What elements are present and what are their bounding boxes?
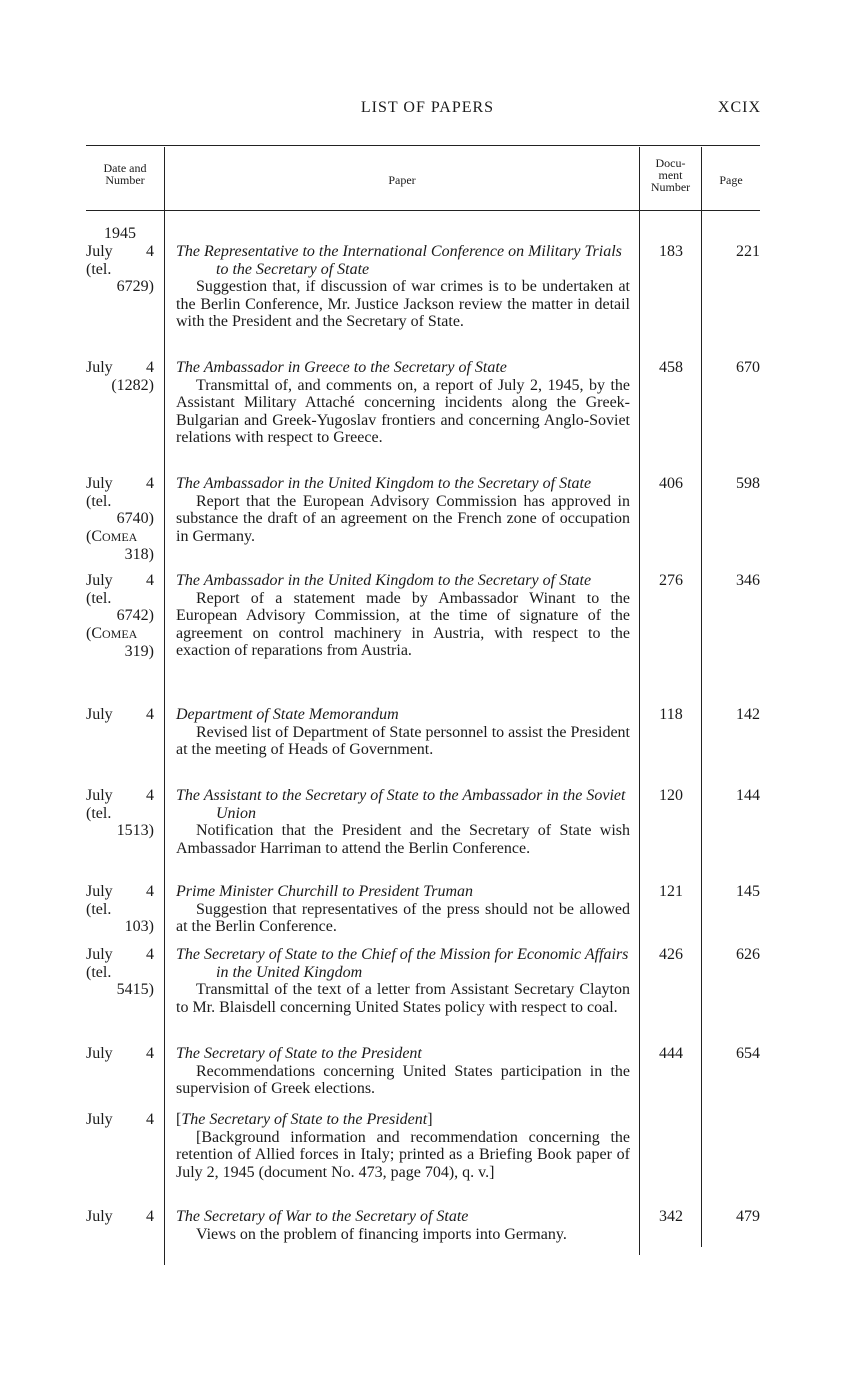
entry-title: The Assistant to the Secretary of State to the Ambassador in the Soviet Union bbox=[176, 787, 626, 822]
entry-date-line bbox=[86, 883, 154, 901]
entry-paper bbox=[176, 1045, 630, 1098]
entry-date bbox=[86, 1111, 154, 1129]
entry-summary: Transmittal of, and comments on, a report of July 2, 1945, by the Assistant Military Attaché concerning incidents along the Greek-Bulgarian and Greek-Yugoslav frontiers and concerning Anglo-Soviet relations with respect to Greece. bbox=[176, 376, 630, 447]
entry-document-number: 406 bbox=[659, 475, 683, 492]
entry-date bbox=[86, 359, 154, 394]
entry-ref: (tel. bbox=[86, 260, 112, 278]
column-head-date: Date and Number bbox=[103, 161, 147, 187]
entry-ref: 6729) bbox=[116, 278, 154, 296]
column-head-page: Page bbox=[719, 173, 743, 187]
entry-month: July bbox=[86, 946, 113, 963]
entry-day: 4 bbox=[146, 572, 154, 589]
table-top-rule bbox=[86, 145, 760, 146]
entry-month: July bbox=[86, 1208, 113, 1225]
page-title: LIST OF PAPERS bbox=[360, 99, 495, 116]
entry-paper bbox=[176, 946, 630, 1016]
entry-document-number: 342 bbox=[659, 1208, 683, 1225]
entry-day: 4 bbox=[146, 787, 154, 804]
entry-month: July bbox=[86, 475, 113, 492]
entry-month: July bbox=[86, 243, 113, 260]
entry-date-line bbox=[86, 946, 154, 964]
entry-summary: Notification that the President and the Secretary of State wish Ambassador Harriman to attend the Berlin Conference. bbox=[176, 822, 630, 857]
entry-document-number: 444 bbox=[659, 1045, 683, 1062]
column-divider-paper bbox=[639, 147, 640, 1255]
entry-summary: [Background information and recommendation concerning the retention of Allied forces in Italy; printed as a Briefing Book paper of July 2, 1945 (document No. 473, page 704), q. v.] bbox=[176, 1128, 630, 1181]
entry-date bbox=[86, 1045, 154, 1063]
entry-page-number: 598 bbox=[736, 475, 760, 492]
entry-title: The Ambassador in Greece to the Secretary of State bbox=[176, 359, 507, 376]
entry-page-number: 221 bbox=[736, 243, 760, 260]
entry-day: 4 bbox=[146, 359, 154, 376]
entry-paper bbox=[176, 359, 630, 447]
entry-ref: 103) bbox=[124, 918, 154, 936]
entry-day: 4 bbox=[146, 1208, 154, 1225]
entry-date bbox=[86, 883, 154, 936]
entry-title-bracket-open: [ bbox=[176, 1111, 182, 1128]
entry-title bbox=[176, 1111, 630, 1129]
entry-document-number: 120 bbox=[659, 787, 683, 804]
entry-document-number: 118 bbox=[659, 706, 683, 723]
entry-title-text: The Secretary of State to the President bbox=[181, 1111, 428, 1128]
entry-paper bbox=[176, 1208, 630, 1243]
entry-ref: (tel. bbox=[86, 492, 112, 510]
entry-summary: Report that the European Advisory Commission has approved in substance the draft of an agreement on the French zone of occupation in Germany. bbox=[176, 492, 630, 545]
entry-month: July bbox=[86, 1045, 113, 1062]
entry-date bbox=[86, 475, 154, 564]
column-head-paper: Paper bbox=[388, 173, 416, 187]
column-divider-doc bbox=[701, 147, 702, 1247]
entry-paper bbox=[176, 883, 630, 936]
entry-page-number: 479 bbox=[736, 1208, 760, 1225]
entry-summary: Suggestion that, if discussion of war crimes is to be undertaken at the Berlin Conference, Mr. Justice Jackson review the matter in detail with the President and the Secretary of State. bbox=[176, 278, 630, 331]
entry-ref-smallcaps: OMEA bbox=[102, 626, 138, 641]
entry-date-line bbox=[86, 243, 154, 261]
column-head-document-number: Docu- ment Number bbox=[650, 156, 691, 194]
entry-ref: 6740) bbox=[116, 510, 154, 528]
entry-month: July bbox=[86, 572, 113, 589]
entry-date-line bbox=[86, 1208, 154, 1226]
entry-title: Department of State Memorandum bbox=[176, 706, 399, 723]
entry-day: 4 bbox=[146, 706, 154, 723]
entry-document-number: 183 bbox=[659, 243, 683, 260]
entry-title: The Secretary of War to the Secretary of State bbox=[176, 1208, 469, 1225]
entry-date-line bbox=[86, 359, 154, 377]
entry-date-line bbox=[86, 475, 154, 493]
entry-page-number: 142 bbox=[736, 706, 760, 723]
entry-month: July bbox=[86, 1111, 113, 1128]
entry-paper bbox=[176, 475, 630, 545]
entry-day: 4 bbox=[146, 243, 154, 260]
entry-ref: (COMEA bbox=[86, 624, 138, 642]
entry-day: 4 bbox=[146, 946, 154, 963]
entry-date bbox=[86, 787, 154, 840]
entry-title: The Ambassador in the United Kingdom to the Secretary of State bbox=[176, 572, 592, 589]
entry-date bbox=[86, 706, 154, 724]
entry-ref: (tel. bbox=[86, 804, 112, 822]
entry-ref: 6742) bbox=[116, 607, 154, 625]
entry-document-number: 276 bbox=[659, 572, 683, 589]
entry-ref-smallcaps: OMEA bbox=[102, 529, 138, 544]
entry-date-line bbox=[86, 787, 154, 805]
entry-ref: 318) bbox=[124, 546, 154, 564]
entry-summary: Views on the problem of financing imports into Germany. bbox=[196, 1225, 567, 1243]
entry-month: July bbox=[86, 359, 113, 376]
entry-page-number: 145 bbox=[736, 883, 760, 900]
entry-day: 4 bbox=[146, 1111, 154, 1128]
entry-page-number: 670 bbox=[736, 359, 760, 376]
entry-document-number: 458 bbox=[659, 359, 683, 376]
entry-date-line bbox=[86, 1045, 154, 1063]
page-header bbox=[0, 99, 855, 123]
entry-date bbox=[86, 1208, 154, 1226]
table-header-rule bbox=[86, 210, 760, 211]
entry-title: The Ambassador in the United Kingdom to the Secretary of State bbox=[176, 475, 592, 492]
entry-month: July bbox=[86, 883, 113, 900]
entry-month: July bbox=[86, 706, 113, 723]
entry-page-number: 626 bbox=[736, 946, 760, 963]
entry-title-bracket-close: ] bbox=[427, 1111, 433, 1128]
entry-paper bbox=[176, 1111, 630, 1181]
entry-month: July bbox=[86, 787, 113, 804]
entry-ref: 1513) bbox=[116, 822, 154, 840]
entry-paper bbox=[176, 572, 630, 660]
entry-paper bbox=[176, 706, 630, 759]
entry-ref: (1282) bbox=[111, 376, 154, 394]
entry-ref: (tel. bbox=[86, 589, 112, 607]
entry-day: 4 bbox=[146, 883, 154, 900]
entry-page-number: 144 bbox=[736, 787, 760, 804]
entry-summary: Recommendations concerning United States participation in the supervision of Greek elections. bbox=[176, 1062, 630, 1098]
entry-summary: Suggestion that representatives of the press should not be allowed at the Berlin Conference. bbox=[176, 900, 630, 936]
entry-page-number: 654 bbox=[736, 1045, 760, 1062]
entry-date bbox=[86, 572, 154, 661]
entry-paper bbox=[176, 787, 630, 857]
entry-ref: (tel. bbox=[86, 963, 112, 981]
entry-date-line bbox=[86, 572, 154, 590]
entry-ref: (tel. bbox=[86, 900, 112, 918]
entry-date-line bbox=[86, 1111, 154, 1129]
column-divider-date bbox=[164, 147, 165, 1265]
entry-ref: 5415) bbox=[116, 981, 154, 999]
entry-date-line bbox=[86, 706, 154, 724]
page-number: XCIX bbox=[717, 99, 761, 116]
entry-year: 1945 bbox=[104, 225, 136, 243]
entry-title: The Secretary of State to the President bbox=[176, 1045, 422, 1062]
entry-paper bbox=[176, 243, 630, 331]
entry-summary: Revised list of Department of State personnel to assist the President at the meeting of Heads of Government. bbox=[176, 723, 630, 759]
entry-summary: Transmittal of the text of a letter from Assistant Secretary Clayton to Mr. Blaisdell concerning United States policy with respect to coal. bbox=[176, 981, 630, 1016]
entry-date bbox=[86, 946, 154, 999]
entry-ref: 319) bbox=[124, 643, 154, 661]
entry-day: 4 bbox=[146, 1045, 154, 1062]
entry-document-number: 426 bbox=[659, 946, 683, 963]
entry-title: Prime Minister Churchill to President Truman bbox=[176, 883, 474, 900]
entry-title: The Secretary of State to the Chief of the Mission for Economic Affairs in the United Kingdom bbox=[176, 946, 629, 981]
entry-ref: (COMEA bbox=[86, 527, 138, 545]
entry-page-number: 346 bbox=[736, 572, 760, 589]
entry-document-number: 121 bbox=[659, 883, 683, 900]
entry-title: The Representative to the International Conference on Military Trials to the Secretary of State bbox=[176, 243, 622, 278]
entry-date bbox=[86, 225, 154, 296]
entry-day: 4 bbox=[146, 475, 154, 492]
entry-summary: Report of a statement made by Ambassador Winant to the European Advisory Commission, at the time of signature of the agreement on control machinery in Austria, with respect to the exaction of reparations from Austria. bbox=[176, 589, 630, 660]
